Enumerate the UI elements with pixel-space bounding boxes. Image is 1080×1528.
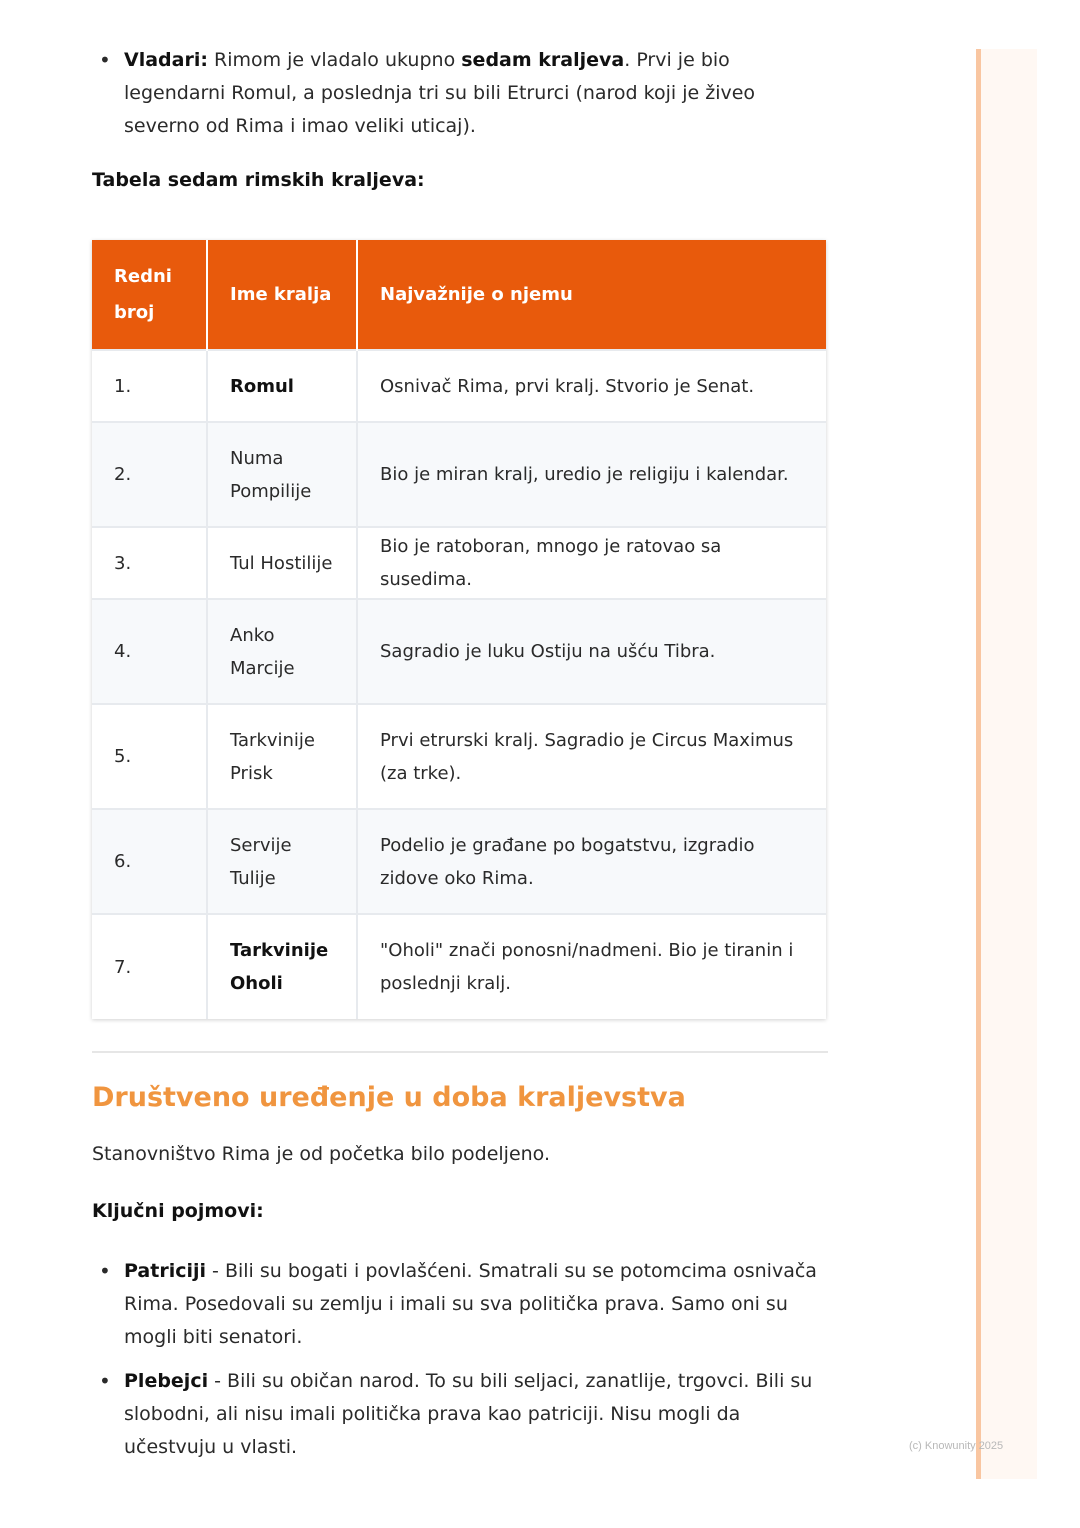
table-row bbox=[92, 350, 826, 422]
side-panel bbox=[976, 49, 1037, 1479]
cell-name: Romul bbox=[207, 350, 357, 422]
list-item-vladari bbox=[92, 44, 828, 143]
table-row bbox=[92, 704, 826, 809]
cell-desc: Podelio je građane po bogatstvu, izgradio zidove oko Rima. bbox=[357, 809, 826, 914]
section-intro: Stanovništvo Rima je od početka bilo podeljeno. bbox=[92, 1143, 551, 1165]
table-title: Tabela sedam rimskih kraljeva: bbox=[92, 169, 425, 191]
table-header-row bbox=[92, 240, 826, 350]
cell-desc: "Oholi" znači ponosni/nadmeni. Bio je tiranin i poslednji kralj. bbox=[357, 914, 826, 1019]
cell-desc: Prvi etrurski kralj. Sagradio je Circus Maximus (za trke). bbox=[357, 704, 826, 809]
list-item-plebejci bbox=[92, 1365, 828, 1464]
cell-name: Tul Hostilije bbox=[207, 527, 357, 599]
header-najvaznije: Najvažnije o njemu bbox=[357, 240, 826, 350]
cell-desc: Sagradio je luku Ostiju na ušću Tibra. bbox=[357, 599, 826, 704]
table-row bbox=[92, 809, 826, 914]
term-vladari: Vladari: bbox=[124, 49, 208, 71]
cell-num: 1. bbox=[92, 350, 207, 422]
term-patriciji: Patriciji bbox=[124, 1260, 207, 1282]
table-row bbox=[92, 914, 826, 1019]
table-row bbox=[92, 422, 826, 527]
header-ime-kralja: Ime kralja bbox=[207, 240, 357, 350]
cell-num: 2. bbox=[92, 422, 207, 527]
table-row bbox=[92, 527, 826, 599]
cell-num: 3. bbox=[92, 527, 207, 599]
table-row bbox=[92, 599, 826, 704]
cell-num: 4. bbox=[92, 599, 207, 704]
section-heading: Društveno uređenje u doba kraljevstva bbox=[92, 1082, 686, 1113]
bullet-text: . Prvi je bio legendarni Romul, a poslednja tri su bili Etrurci (narod koji je živeo severno od Rima i imao veliki uticaj). bbox=[124, 49, 756, 137]
list-item-patriciji bbox=[92, 1255, 828, 1354]
cell-num: 5. bbox=[92, 704, 207, 809]
key-terms-list bbox=[92, 1255, 828, 1475]
key-terms-label: Ključni pojmovi: bbox=[92, 1200, 264, 1222]
bullet-text: Rimom je vladalo ukupno bbox=[207, 49, 462, 71]
watermark: (c) Knowunity 2025 bbox=[909, 1440, 1004, 1452]
term-plebejci: Plebejci bbox=[124, 1370, 209, 1392]
cell-name: Servije Tulije bbox=[207, 809, 357, 914]
section-divider bbox=[92, 1051, 828, 1053]
cell-name: Tarkvinije Oholi bbox=[207, 914, 357, 1019]
cell-name: Anko Marcije bbox=[207, 599, 357, 704]
term-text: - Bili su bogati i povlašćeni. Smatrali su se potomcima osnivača Rima. Posedovali su zemlju i imali su sva politička prava. Samo oni su mogli biti senatori. bbox=[124, 1260, 817, 1348]
intro-list bbox=[92, 44, 828, 143]
cell-desc: Osnivač Rima, prvi kralj. Stvorio je Senat. bbox=[357, 350, 826, 422]
term-text: - Bili su običan narod. To su bili seljaci, zanatlije, trgovci. Bili su slobodni, ali nisu imali politička prava kao patriciji. Nisu mogli da učestvuju u vlasti. bbox=[124, 1370, 813, 1458]
cell-name: Numa Pompilije bbox=[207, 422, 357, 527]
cell-name: Tarkvinije Prisk bbox=[207, 704, 357, 809]
cell-desc: Bio je ratoboran, mnogo je ratovao sa susedima. bbox=[357, 527, 826, 599]
cell-num: 7. bbox=[92, 914, 207, 1019]
cell-desc: Bio je miran kralj, uredio je religiju i kalendar. bbox=[357, 422, 826, 527]
header-redni-broj: Redni broj bbox=[92, 240, 207, 350]
content-column bbox=[92, 44, 828, 191]
kings-table bbox=[92, 240, 826, 1019]
bullet-strong: sedam kraljeva bbox=[461, 49, 625, 71]
cell-num: 6. bbox=[92, 809, 207, 914]
